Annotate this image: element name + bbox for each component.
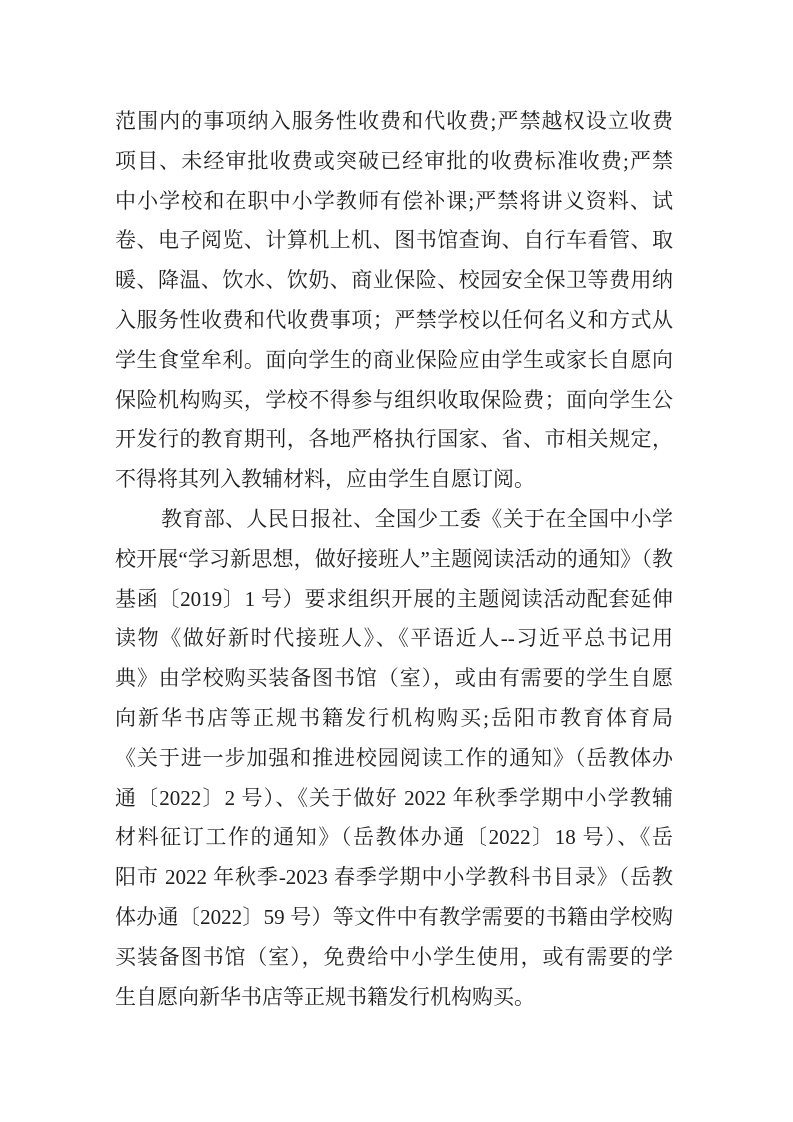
document-text-block <box>115 102 673 1017</box>
text-line: 通〔2022〕2 号）、《关于做好 2022 年秋季学期中小学教辅 <box>115 785 673 810</box>
text-line: 向新华书店等正规书籍发行机构购买;岳阳市教育体育局 <box>115 705 673 730</box>
text-line: 项目、未经审批收费或突破已经审批的收费标准收费;严禁 <box>115 148 673 173</box>
text-line: 入服务性收费和代收费事项；严禁学校以任何名义和方式从 <box>115 307 673 332</box>
text-line: 教育部、人民日报社、全国少工委《关于在全国中小学 <box>161 506 673 531</box>
text-line: 阳市 2022 年秋季-2023 春季学期中小学教科书目录》（岳教 <box>115 865 673 890</box>
text-line: 生自愿向新华书店等正规书籍发行机构购买。 <box>115 984 535 1009</box>
text-line: 体办通〔2022〕59 号）等文件中有教学需要的书籍由学校购 <box>115 904 673 929</box>
text-line: 校开展“学习新思想，做好接班人”主题阅读活动的通知》（教 <box>115 546 673 571</box>
text-line: 《关于进一步加强和推进校园阅读工作的通知》（岳教体办 <box>115 745 673 770</box>
text-line: 范围内的事项纳入服务性收费和代收费;严禁越权设立收费 <box>115 109 673 133</box>
text-line: 卷、电子阅览、计算机上机、图书馆查询、自行车看管、取 <box>115 228 673 253</box>
paragraph-reading-materials <box>115 500 673 1017</box>
text-line: 基函〔2019〕1 号）要求组织开展的主题阅读活动配套延伸 <box>115 586 673 611</box>
text-line: 典》由学校购买装备图书馆（室），或由有需要的学生自愿 <box>115 666 673 691</box>
text-line: 读物《做好新时代接班人》、《平语近人--习近平总书记用 <box>115 626 673 651</box>
text-line: 材料征订工作的通知》（岳教体办通〔2022〕18 号）、《岳 <box>115 825 673 850</box>
text-line: 暖、降温、饮水、饮奶、商业保险、校园安全保卫等费用纳 <box>115 268 673 293</box>
paragraph-fees-prohibitions <box>115 102 673 500</box>
text-line: 买装备图书馆（室），免费给中小学生使用，或有需要的学 <box>115 944 673 969</box>
text-line: 开发行的教育期刊，各地严格执行国家、省、市相关规定， <box>115 427 673 452</box>
text-line: 学生食堂牟利。面向学生的商业保险应由学生或家长自愿向 <box>115 347 673 372</box>
text-line: 中小学校和在职中小学教师有偿补课;严禁将讲义资料、试 <box>115 188 673 213</box>
text-line: 保险机构购买，学校不得参与组织收取保险费；面向学生公 <box>115 387 673 412</box>
text-line: 不得将其列入教辅材料，应由学生自愿订阅。 <box>115 467 535 492</box>
